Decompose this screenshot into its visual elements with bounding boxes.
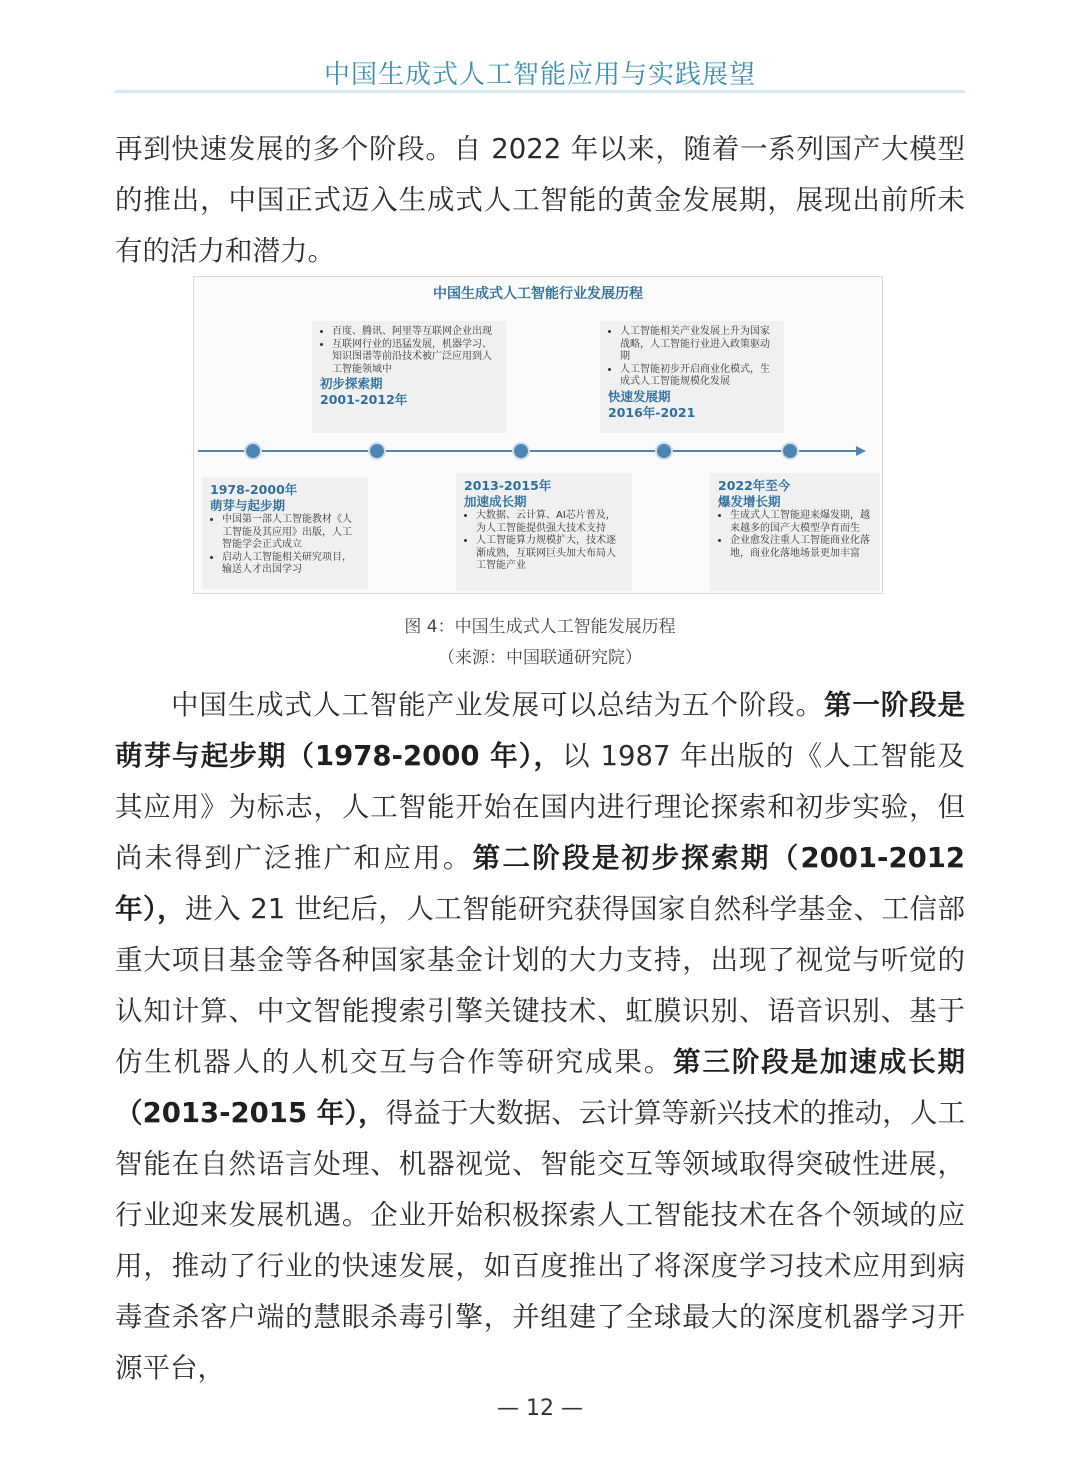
timeline-dot [512,442,530,460]
stage-highlight: 第一阶段是萌芽与起步期（1978-2000 年）， [115,689,966,772]
figure-source: （来源：中国联通研究院） [438,648,642,668]
timeline-arrowhead [856,446,866,456]
figure-title: 中国生成式人工智能行业发展历程 [433,286,643,302]
stage-bullet: • 企业愈发注重人工智能商业化落地，商业化落地场景更加丰富 [730,535,872,560]
stage-bullet: • 人工智能算力规模扩大，技术逐渐成熟，互联网巨头加大布局人工智能产业 [476,535,624,573]
body-text: 进入 21 世纪后，人工智能研究获得国家自然科学基金、工信部重大项目基金等各种国家基金计划的大力支持，出现了视觉与听觉的认知计算、中文智能搜索引擎关键技术、虹膜识别、语音识别、基于仿生机器人的人机交互与合作等研究成果。 [115,893,966,1078]
stage-bullet: • 百度、腾讯、阿里等互联网企业出现 [332,326,498,339]
stage-box-1978 [202,477,368,589]
timeline-dot [368,442,386,460]
stage-name: 爆发增长期 [718,494,781,509]
body-text: 中国生成式人工智能产业发展可以总结为五个阶段。 [171,689,824,721]
body-paragraph [115,680,965,1394]
body-text: 以 1987 年出版的《人工智能及其应用》为标志，人工智能开始在国内进行理论探索和初步实验，但尚未得到广泛推广和应用。 [115,740,965,874]
timeline-figure [193,276,883,594]
header-rule [115,90,965,93]
stage-period: 2001-2012年 [320,392,408,407]
timeline-dot [244,442,262,460]
stage-bullet: • 互联网行业的迅猛发展，机器学习、知识图谱等前沿技术被广泛应用到人工智能领域中 [332,339,498,377]
stage-highlight: 第三阶段是加速成长期（2013-2015 年）， [115,1046,965,1129]
stage-highlight: 第二阶段是初步探索期（2001-2012 年）， [115,842,965,925]
stage-bullet: • 人工智能初步开启商业化模式，生成式人工智能规模化发展 [620,364,776,389]
stage-bullet: • 人工智能相关产业发展上升为国家战略，人工智能行业进入政策驱动期 [620,326,776,364]
stage-period: 2013-2015年 [464,478,552,493]
timeline-dot [781,442,799,460]
stage-name: 萌芽与起步期 [210,498,286,513]
figure-caption: 图 4：中国生成式人工智能发展历程 [404,617,676,637]
running-header: 中国生成式人工智能应用与实践展望 [323,60,756,90]
page-number: — 12 — [497,1396,583,1421]
stage-box-2022 [710,473,880,591]
stage-period: 2016年-2021 [608,404,696,420]
stage-box-2013 [456,473,632,591]
stage-bullet: • 中国第一部人工智能教材《人工智能及其应用》出版，人工智能学会正式成立 [222,514,360,552]
body-text: 得益于大数据、云计算等新兴技术的推动，人工智能在自然语言处理、机器视觉、智能交互等领域取得突破性进展，行业迎来发展机遇。企业开始积极探索人工智能技术在各个领域的应用，推动了行业的快速发展，如百度推出了将深度学习技术应用到病毒查杀客户端的慧眼杀毒引擎，并组建了全球最大的深度机器学习开源平台， [115,1097,965,1384]
timeline-dot [655,442,673,460]
stage-bullet: • 生成式人工智能迎来爆发期，越来越多的国产大模型孕育而生 [730,510,872,535]
stage-name: 快速发展期 [608,388,671,404]
stage-bullet: • 大数据、云计算、AI芯片普及，为人工智能提供强大技术支持 [476,510,624,535]
stage-name: 初步探索期 [320,376,383,391]
stage-box-2001 [312,321,506,433]
stage-bullet: • 启动人工智能相关研究项目，输送人才出国学习 [222,552,360,577]
stage-period: 1978-2000年 [210,482,298,497]
stage-box-2016 [600,321,784,433]
intro-paragraph: 再到快速发展的多个阶段。自 2022 年以来，随着一系列国产大模型的推出，中国正式迈入生成式人工智能的黄金发展期，展现出前所未有的活力和潜力。 [115,133,965,267]
stage-name: 加速成长期 [464,494,527,509]
stage-period: 2022年至今 [718,478,791,493]
